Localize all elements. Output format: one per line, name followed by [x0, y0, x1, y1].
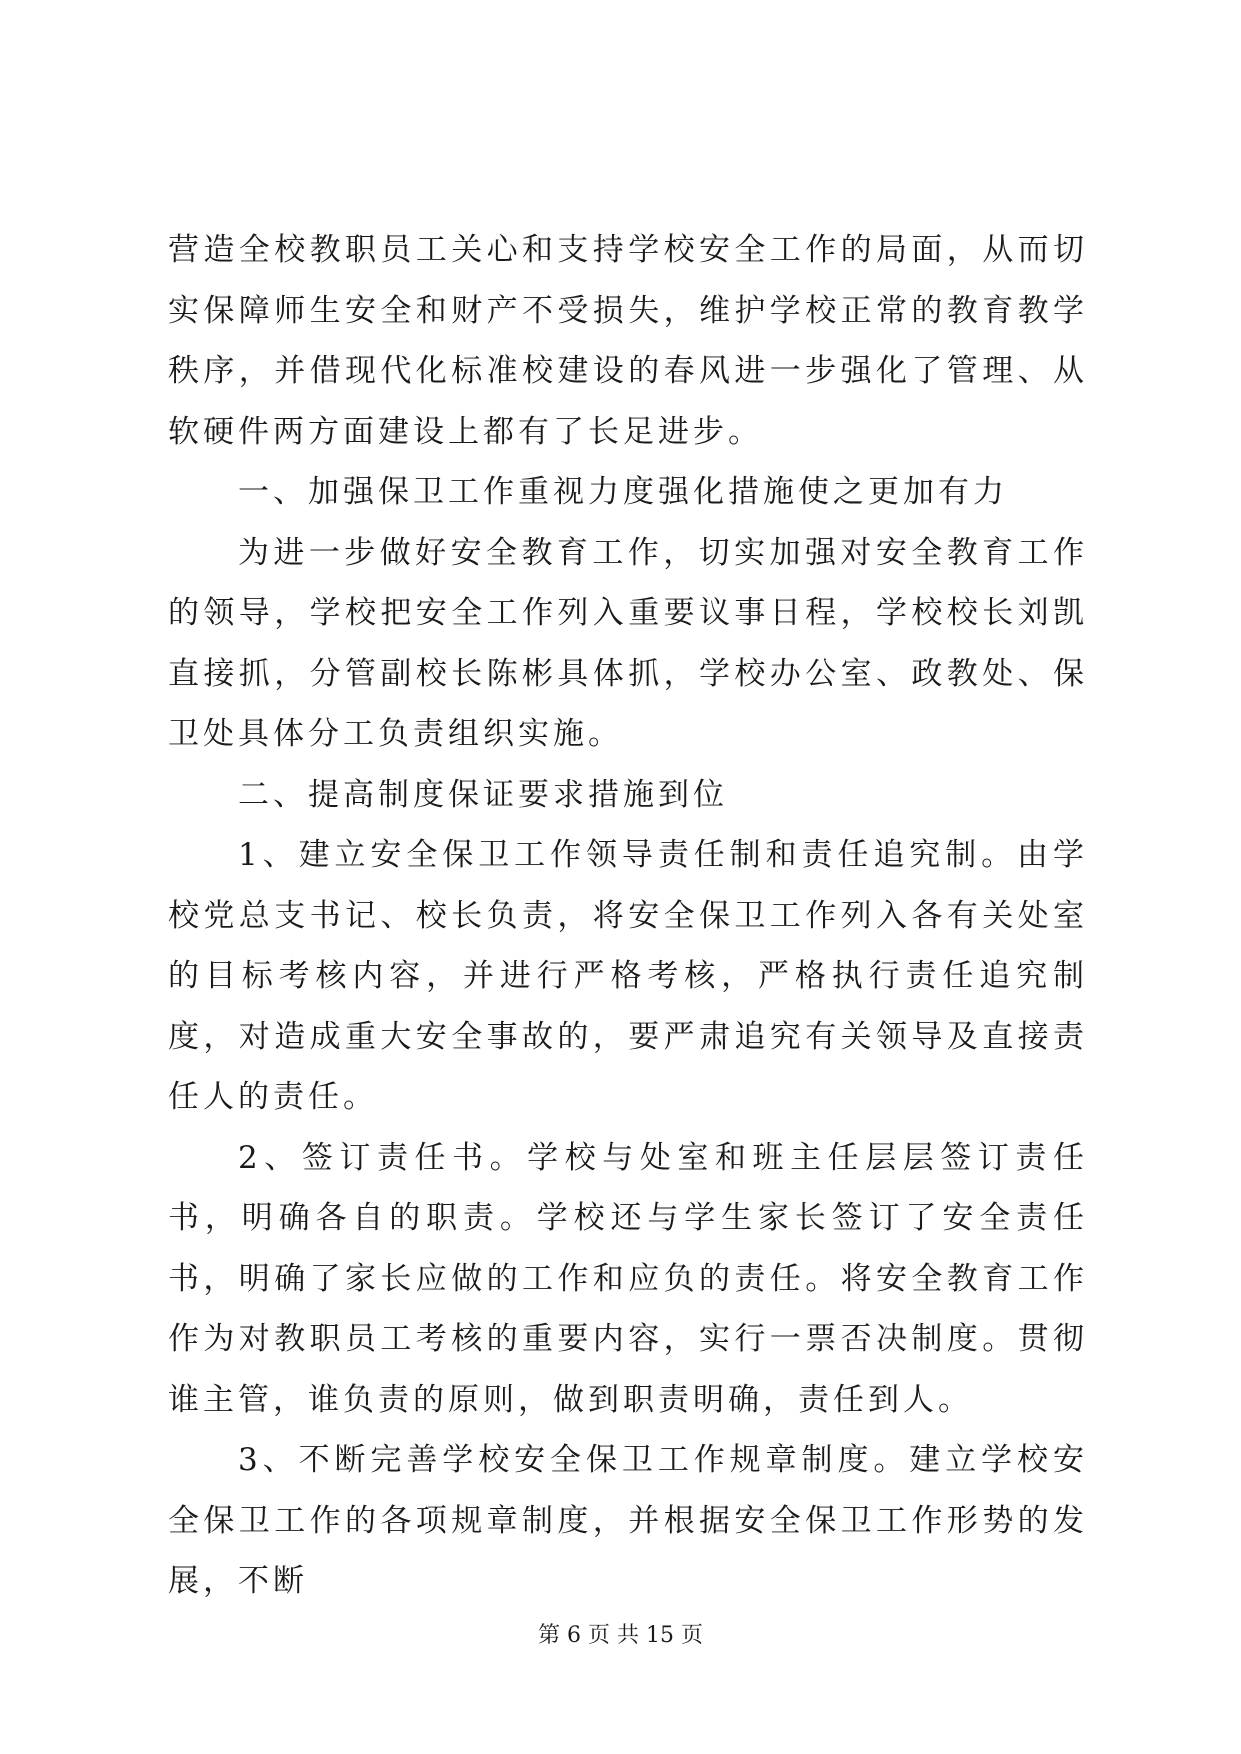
page-number-footer: 第 6 页 共 15 页 — [538, 1623, 703, 1648]
document-body — [168, 220, 1088, 1612]
paragraph-item-2: 2、签订责任书。学校与处室和班主任层层签订责任书，明确各自的职责。学校还与学生家长签订了安全责任书，明确了家长应做的工作和应负的责任。将安全教育工作作为对教职员工考核的重要内容，实行一票否决制度。贯彻谁主管，谁负责的原则，做到职责明确，责任到人。 — [168, 1139, 1088, 1418]
paragraph-leadership: 为进一步做好安全教育工作，切实加强对安全教育工作的领导，学校把安全工作列入重要议事日程，学校校长刘凯直接抓，分管副校长陈彬具体抓，学校办公室、政教处、保卫处具体分工负责组织实施。 — [168, 534, 1088, 752]
section-heading-2: 二、提高制度保证要求措施到位 — [238, 776, 728, 813]
paragraph-continuation: 营造全校教职员工关心和支持学校安全工作的局面，从而切实保障师生安全和财产不受损失，维护学校正常的教育教学秩序，并借现代化标准校建设的春风进一步强化了管理、从软硬件两方面建设上都有了长足进步。 — [168, 232, 1088, 450]
section-heading-1: 一、加强保卫工作重视力度强化措施使之更加有力 — [238, 474, 1008, 510]
paragraph-item-1: 1、建立安全保卫工作领导责任制和责任追究制。由学校党总支书记、校长负责，将安全保卫工作列入各有关处室的目标考核内容，并进行严格考核，严格执行责任追究制度，对造成重大安全事故的，要严肃追究有关领导及直接责任人的责任。 — [168, 837, 1088, 1115]
paragraph-item-3: 3、不断完善学校安全保卫工作规章制度。建立学校安全保卫工作的各项规章制度，并根据安全保卫工作形势的发展，不断 — [168, 1442, 1088, 1599]
